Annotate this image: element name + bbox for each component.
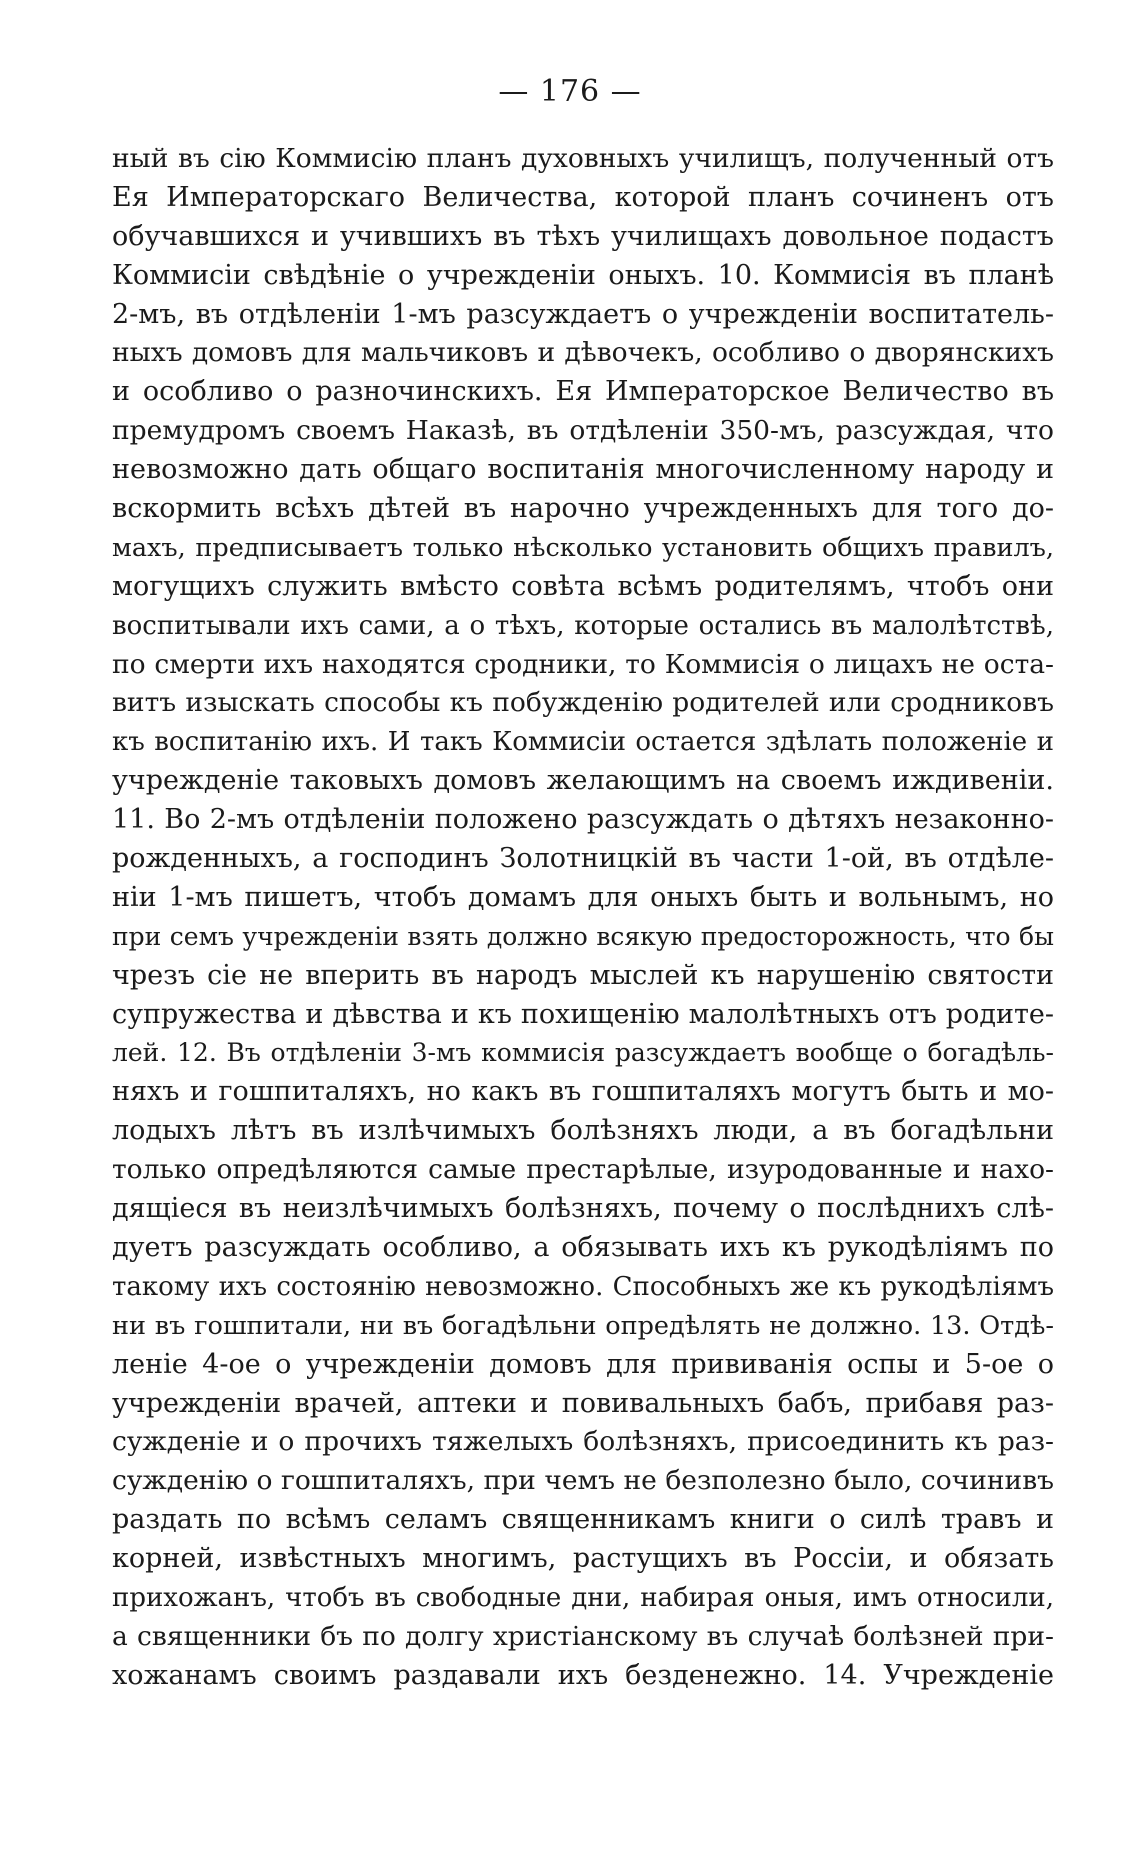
text-line: няхъ и гошпиталяхъ, но какъ въ гошпиталяхъ могутъ быть и мо- xyxy=(112,1076,1054,1108)
text-line: супружества и дѣвства и къ похищенію малолѣтныхъ отъ родите- xyxy=(112,998,1054,1030)
text-line: прихожанъ, чтобъ въ свободные дни, набирая оныя, имъ относили, xyxy=(112,1582,1054,1613)
text-line: сужденіе и о прочихъ тяжелыхъ болѣзняхъ, присоединить къ раз- xyxy=(112,1426,1054,1458)
text-line: обучавшихся и учившихъ въ тѣхъ училищахъ довольное подастъ xyxy=(112,220,1054,252)
body-text xyxy=(112,140,1054,1696)
text-line: ныхъ домовъ для мальчиковъ и дѣвочекъ, особливо о дворянскихъ xyxy=(112,337,1054,369)
text-line: премудромъ своемъ Наказѣ, въ отдѣленіи 350-мъ, разсуждая, что xyxy=(112,415,1054,447)
text-line: дящіеся въ неизлѣчимыхъ болѣзняхъ, почему о послѣднихъ слѣ- xyxy=(112,1193,1054,1225)
text-line: раздать по всѣмъ селамъ священникамъ книги о силѣ травъ и xyxy=(112,1504,1054,1536)
text-line: могущихъ служить вмѣсто совѣта всѣмъ родителямъ, чтобъ они xyxy=(112,570,1054,602)
text-line: по смерти ихъ находятся сродники, то Коммисія о лицахъ не оста- xyxy=(112,648,1054,680)
text-line: учрежденіе таковыхъ домовъ желающимъ на своемъ иждивеніи. xyxy=(112,765,1054,797)
text-line: вскормить всѣхъ дѣтей въ нарочно учрежденныхъ для того до- xyxy=(112,493,1054,525)
text-line: учрежденіи врачей, аптеки и повивальныхъ бабъ, прибавя раз- xyxy=(112,1387,1054,1419)
text-line: и особливо о разночинскихъ. Ея Императорское Величество въ xyxy=(112,376,1054,408)
text-line: ніи 1-мъ пишетъ, чтобъ домамъ для оныхъ быть и вольнымъ, но xyxy=(112,881,1054,913)
text-line: лодыхъ лѣтъ въ излѣчимыхъ болѣзняхъ люди, а въ богадѣльни xyxy=(112,1115,1054,1147)
text-line: лей. 12. Въ отдѣленіи 3-мъ коммисія разсуждаетъ вообще о богадѣль- xyxy=(112,1038,1054,1068)
text-line: ни въ гошпитали, ни въ богадѣльни опредѣлять не должно. 13. Отдѣ- xyxy=(112,1310,1054,1341)
text-line: Ея Императорскаго Величества, которой планъ сочиненъ отъ xyxy=(112,181,1054,213)
text-line: воспитывали ихъ сами, а о тѣхъ, которые остались въ малолѣтствѣ, xyxy=(112,610,1054,641)
text-line: 2-мъ, въ отдѣленіи 1-мъ разсуждаетъ о учрежденіи воспитатель- xyxy=(112,298,1054,330)
text-line: а священники бъ по долгу христіанскому въ случаѣ болѣзней при- xyxy=(112,1620,1054,1652)
page-number: — 176 — xyxy=(498,74,642,109)
text-line: дуетъ разсуждать особливо, а обязывать ихъ къ рукодѣліямъ по xyxy=(112,1231,1054,1263)
text-line: 11. Во 2-мъ отдѣленіи положено разсуждать о дѣтяхъ незаконно- xyxy=(112,804,1054,836)
text-line: рожденныхъ, а господинъ Золотницкій въ части 1-ой, въ отдѣле- xyxy=(112,843,1054,875)
text-line: невозможно дать общаго воспитанія многочисленному народу и xyxy=(112,454,1054,486)
text-line: корней, извѣстныхъ многимъ, растущихъ въ Россіи, и обязать xyxy=(112,1543,1054,1575)
text-line: махъ, предписываетъ только нѣсколько установить общихъ правилъ, xyxy=(112,532,1054,563)
text-line: хожанамъ своимъ раздавали ихъ безденежно. 14. Учрежденіе xyxy=(112,1659,1054,1691)
text-line: ный въ сію Коммисію планъ духовныхъ училищъ, полученный отъ xyxy=(112,143,1054,174)
text-line: къ воспитанію ихъ. И такъ Коммисіи остается здѣлать положеніе и xyxy=(112,727,1054,758)
text-line: только опредѣляются самые престарѣлые, изуродованные и нахо- xyxy=(112,1154,1054,1186)
text-line: витъ изыскать способы къ побужденію родителей или сродниковъ xyxy=(112,687,1054,719)
text-line: леніе 4-ое о учрежденіи домовъ для прививанія оспы и 5-ое о xyxy=(112,1348,1054,1380)
text-line: такому ихъ состоянію невозможно. Способныхъ же къ рукодѣліямъ xyxy=(112,1271,1054,1302)
text-line: чрезъ сіе не вперить въ народъ мыслей къ нарушенію святости xyxy=(112,959,1054,991)
text-line: сужденію о гошпиталяхъ, при чемъ не безполезно было, сочинивъ xyxy=(112,1465,1054,1497)
text-line: при семъ учрежденіи взять должно всякую предосторожность, что бы xyxy=(112,921,1054,951)
text-line: Коммисіи свѣдѣніе о учрежденіи оныхъ. 10. Коммисія въ планѣ xyxy=(112,259,1054,291)
